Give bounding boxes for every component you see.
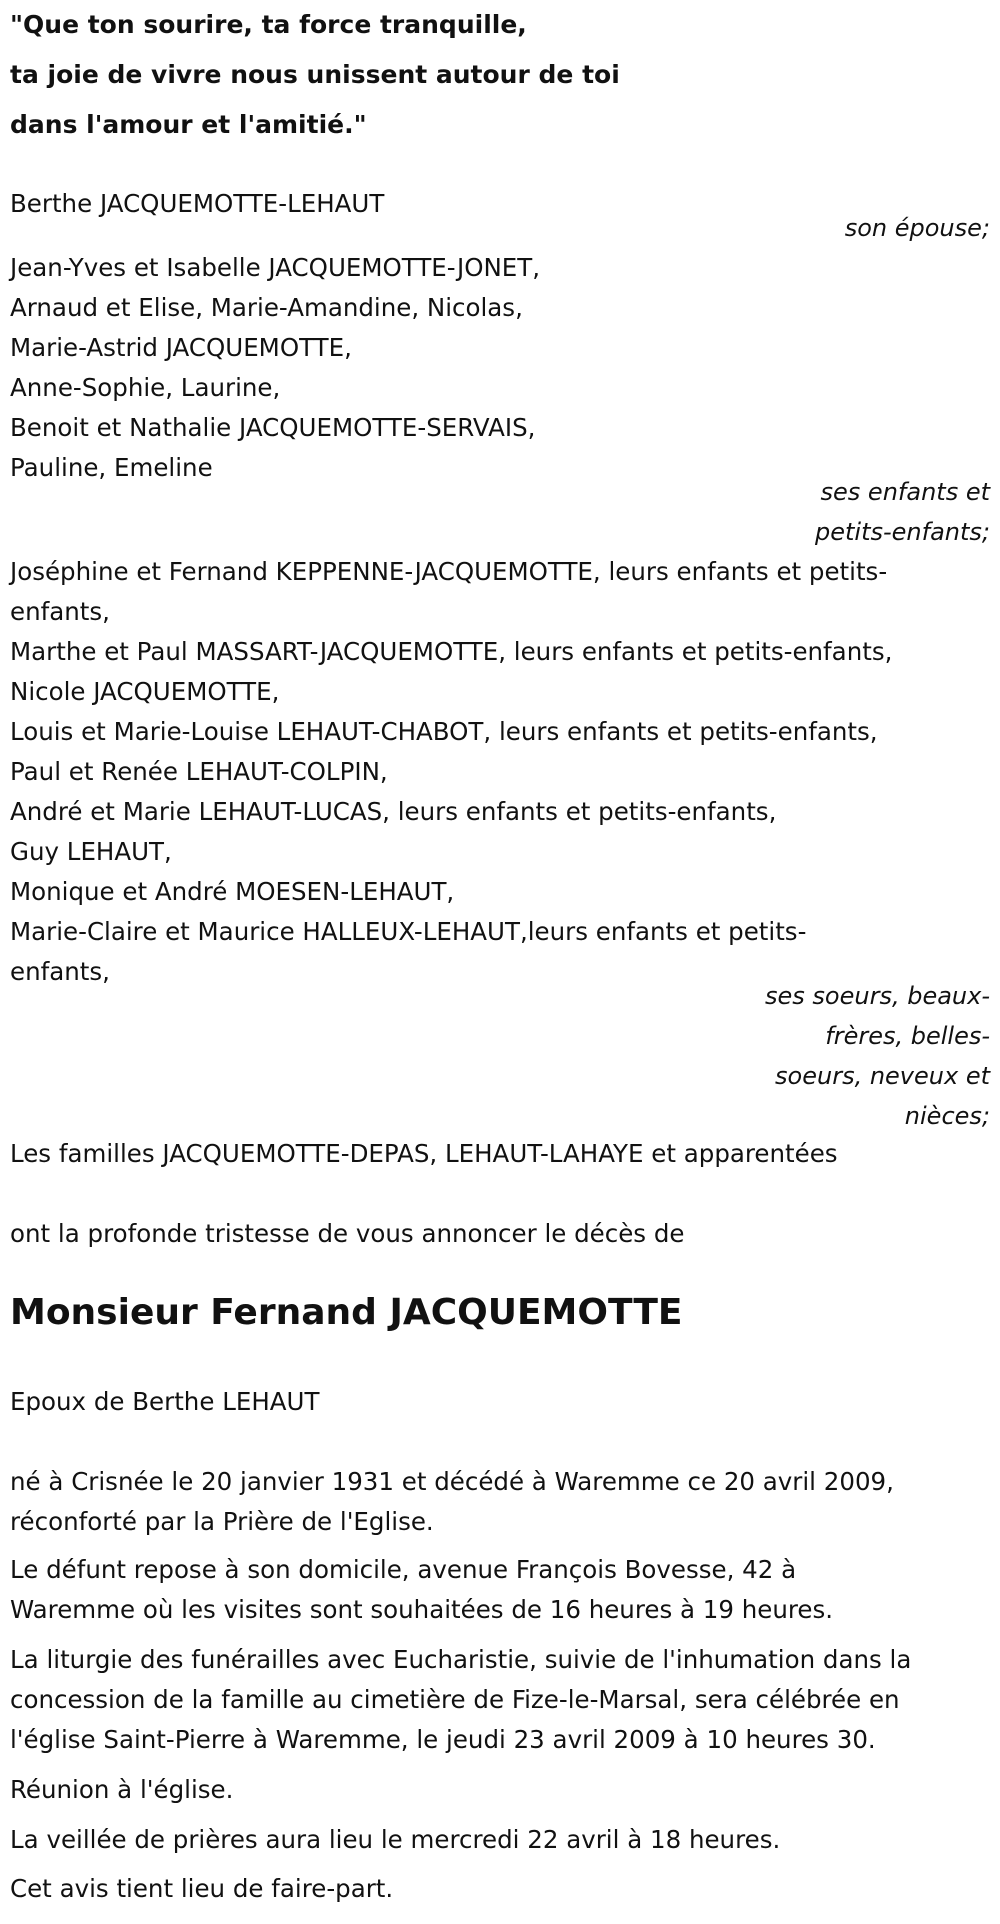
siblings-line: enfants,: [10, 597, 110, 626]
funeral-line-2: concession de la famille au cimetière de Fize-le-Marsal, sera célébrée en: [10, 1685, 900, 1714]
quote-line-3: dans l'amour et l'amitié.": [10, 110, 367, 139]
meeting-line: Réunion à l'église.: [10, 1775, 234, 1804]
vigil-line: La veillée de prières aura lieu le mercredi 22 avril à 18 heures.: [10, 1825, 781, 1854]
quote-line-2: ta joie de vivre nous unissent autour de toi: [10, 60, 620, 89]
siblings-line: Joséphine et Fernand KEPPENNE-JACQUEMOTTE, leurs enfants et petits-: [10, 557, 888, 586]
announcement-line: ont la profonde tristesse de vous annoncer le décès de: [10, 1219, 685, 1248]
funeral-line-1: La liturgie des funérailles avec Eucharistie, suivie de l'inhumation dans la: [10, 1645, 912, 1674]
siblings-line: Marie-Claire et Maurice HALLEUX-LEHAUT,leurs enfants et petits-: [10, 917, 807, 946]
rest-line-2: Waremme où les visites sont souhaitées de 16 heures à 19 heures.: [10, 1595, 834, 1624]
rest-line-1: Le défunt repose à son domicile, avenue François Bovesse, 42 à: [10, 1555, 797, 1584]
siblings-line: Louis et Marie-Louise LEHAUT-CHABOT, leurs enfants et petits-enfants,: [10, 717, 878, 746]
families-line: Les familles JACQUEMOTTE-DEPAS, LEHAUT-LAHAYE et apparentées: [10, 1139, 838, 1168]
children-line: Pauline, Emeline: [10, 453, 213, 482]
children-role-line-1: ses enfants et: [820, 478, 990, 506]
husband-of-line: Epoux de Berthe LEHAUT: [10, 1387, 320, 1416]
notice-line: Cet avis tient lieu de faire-part.: [10, 1874, 394, 1903]
siblings-role-line: frères, belles-: [825, 1022, 990, 1050]
siblings-role-line: nièces;: [904, 1102, 990, 1130]
spouse-role: son épouse;: [844, 214, 990, 242]
siblings-line: Paul et Renée LEHAUT-COLPIN,: [10, 757, 388, 786]
quote-line-1: "Que ton sourire, ta force tranquille,: [10, 10, 527, 39]
siblings-line: Nicole JACQUEMOTTE,: [10, 677, 280, 706]
siblings-line: Marthe et Paul MASSART-JACQUEMOTTE, leurs enfants et petits-enfants,: [10, 637, 893, 666]
children-line: Marie-Astrid JACQUEMOTTE,: [10, 333, 352, 362]
siblings-role-line: ses soeurs, beaux-: [765, 982, 990, 1010]
siblings-role-line: soeurs, neveux et: [775, 1062, 990, 1090]
born-line-2: réconforté par la Prière de l'Eglise.: [10, 1507, 434, 1536]
children-line: Benoit et Nathalie JACQUEMOTTE-SERVAIS,: [10, 413, 536, 442]
funeral-line-3: l'église Saint-Pierre à Waremme, le jeudi 23 avril 2009 à 10 heures 30.: [10, 1725, 876, 1754]
spouse-name: Berthe JACQUEMOTTE-LEHAUT: [10, 189, 385, 218]
siblings-line: Monique et André MOESEN-LEHAUT,: [10, 877, 455, 906]
siblings-line: Guy LEHAUT,: [10, 837, 172, 866]
born-line-1: né à Crisnée le 20 janvier 1931 et décédé à Waremme ce 20 avril 2009,: [10, 1467, 894, 1496]
children-line: Arnaud et Elise, Marie-Amandine, Nicolas,: [10, 293, 523, 322]
deceased-name: Monsieur Fernand JACQUEMOTTE: [10, 1292, 683, 1333]
siblings-line: enfants,: [10, 957, 110, 986]
children-line: Anne-Sophie, Laurine,: [10, 373, 281, 402]
siblings-line: André et Marie LEHAUT-LUCAS, leurs enfants et petits-enfants,: [10, 797, 777, 826]
children-role-line-2: petits-enfants;: [815, 518, 990, 546]
children-line: Jean-Yves et Isabelle JACQUEMOTTE-JONET,: [10, 253, 541, 282]
